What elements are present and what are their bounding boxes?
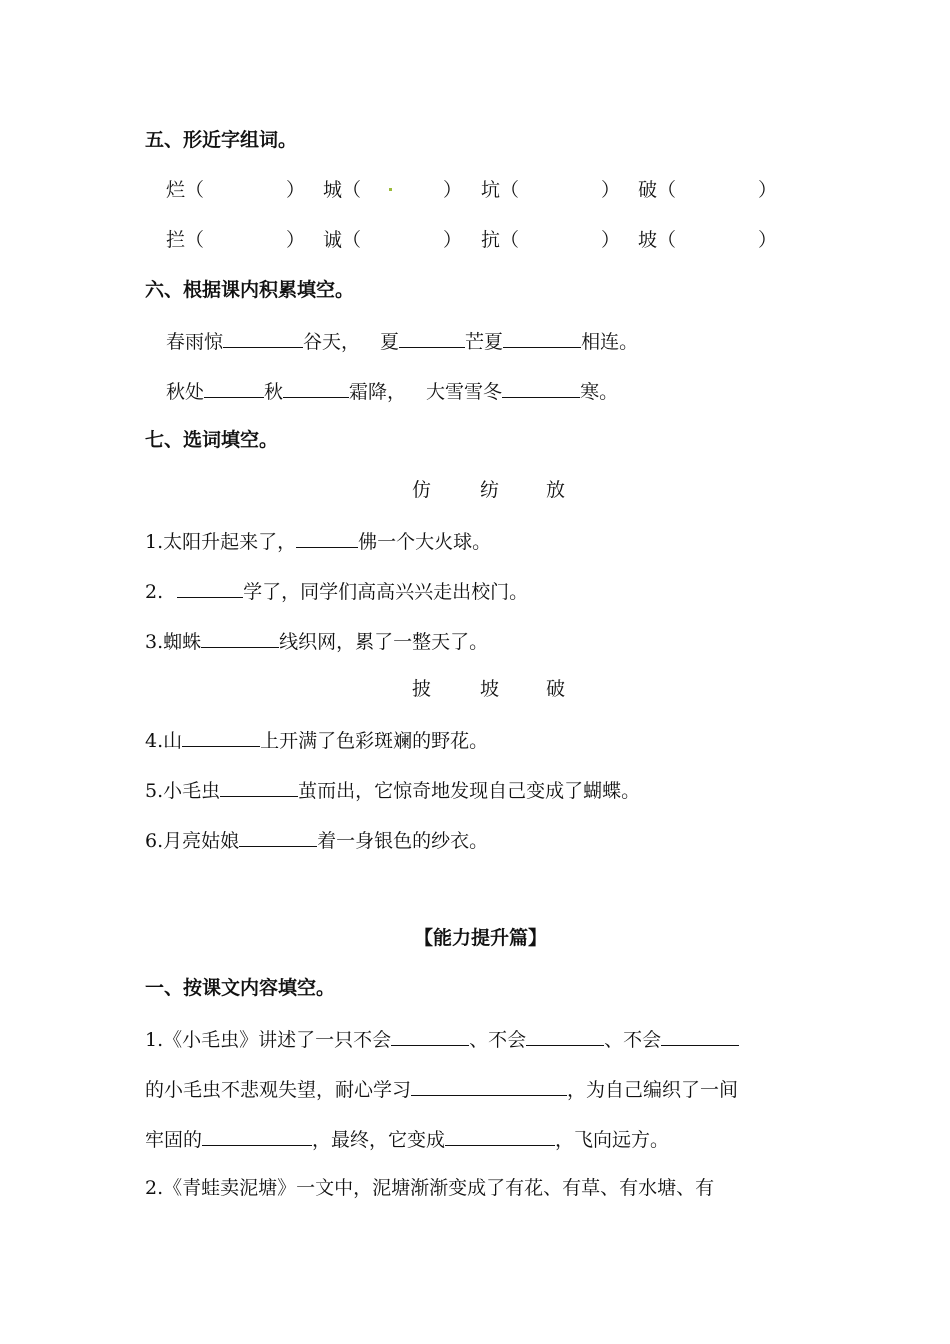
word-choice: 坡 — [480, 678, 500, 700]
fill-blank[interactable] — [177, 577, 243, 598]
fill-blank[interactable] — [661, 1025, 739, 1046]
fill-blank[interactable] — [502, 377, 580, 398]
fill-blank[interactable] — [391, 1025, 469, 1046]
question-4: 4.山 上开满了色彩斑斓的野花。 — [145, 726, 488, 754]
word-choice: 仿 — [412, 479, 432, 501]
fill-blank[interactable] — [220, 776, 298, 797]
section-7-title: 七、选词填空。 — [145, 429, 279, 451]
fill-blank[interactable] — [202, 1125, 312, 1146]
fill-blank[interactable] — [526, 1025, 604, 1046]
word-item: 城（ — [323, 179, 362, 201]
close-paren: ） — [286, 179, 306, 201]
paragraph-1-line-1: 1.《小毛虫》讲述了一只不会 、不会 、不会 — [145, 1025, 739, 1053]
word-item: 坡（ — [638, 229, 677, 251]
ability-subsection-1-title: 一、按课文内容填空。 — [145, 977, 336, 999]
question-2: 2. 学了，同学们高高兴兴走出校门。 — [145, 577, 528, 605]
fill-blank[interactable] — [223, 327, 303, 348]
word-item: 烂（ — [166, 179, 205, 201]
word-item: 坑（ — [481, 179, 520, 201]
question-1: 1.太阳升起来了， 佛一个大火球。 — [145, 527, 491, 555]
paragraph-1-line-3: 牢固的 ，最终，它变成 ，飞向远方。 — [145, 1125, 669, 1153]
close-paren: ） — [286, 229, 306, 251]
word-item: 抗（ — [481, 229, 520, 251]
question-5: 5.小毛虫 茧而出，它惊奇地发现自己变成了蝴蝶。 — [145, 776, 640, 804]
close-paren: ） — [601, 179, 621, 201]
fill-blank[interactable] — [201, 627, 279, 648]
word-item: 拦（ — [166, 229, 205, 251]
paragraph-2-line-1: 2.《青蛙卖泥塘》一文中，泥塘渐渐变成了有花、有草、有水塘、有 — [145, 1177, 715, 1199]
solar-term-line-1: 春雨惊 谷天， 夏 芒夏 相连。 — [166, 327, 638, 355]
fill-blank[interactable] — [204, 377, 264, 398]
section-6-title: 六、根据课内积累填空。 — [145, 279, 355, 301]
fill-blank[interactable] — [283, 377, 349, 398]
fill-blank[interactable] — [399, 327, 465, 348]
close-paren: ） — [601, 229, 621, 251]
word-item: 破（ — [638, 179, 677, 201]
fill-blank[interactable] — [411, 1075, 567, 1096]
fill-blank[interactable] — [296, 527, 358, 548]
close-paren: ） — [758, 179, 778, 201]
paragraph-1-line-2: 的小毛虫不悲观失望，耐心学习 ，为自己编织了一间 — [145, 1075, 738, 1103]
word-choice: 披 — [412, 678, 432, 700]
word-choice: 放 — [546, 479, 566, 501]
question-6: 6.月亮姑娘 着一身银色的纱衣。 — [145, 826, 488, 854]
section-5-title: 五、形近字组词。 — [145, 129, 298, 151]
close-paren: ） — [443, 229, 463, 251]
word-choice: 破 — [546, 678, 566, 700]
word-item: 诚（ — [323, 229, 362, 251]
fill-blank[interactable] — [503, 327, 581, 348]
solar-term-line-2: 秋处 秋 霜降， 大雪雪冬 寒。 — [166, 377, 618, 405]
stray-dot — [389, 188, 392, 191]
close-paren: ） — [758, 229, 778, 251]
ability-section-title: 【能力提升篇】 — [414, 927, 548, 949]
close-paren: ） — [443, 179, 463, 201]
fill-blank[interactable] — [445, 1125, 555, 1146]
fill-blank[interactable] — [239, 826, 317, 847]
word-choice: 纺 — [480, 479, 500, 501]
fill-blank[interactable] — [182, 726, 260, 747]
question-3: 3.蜘蛛 线织网，累了一整天了。 — [145, 627, 488, 655]
